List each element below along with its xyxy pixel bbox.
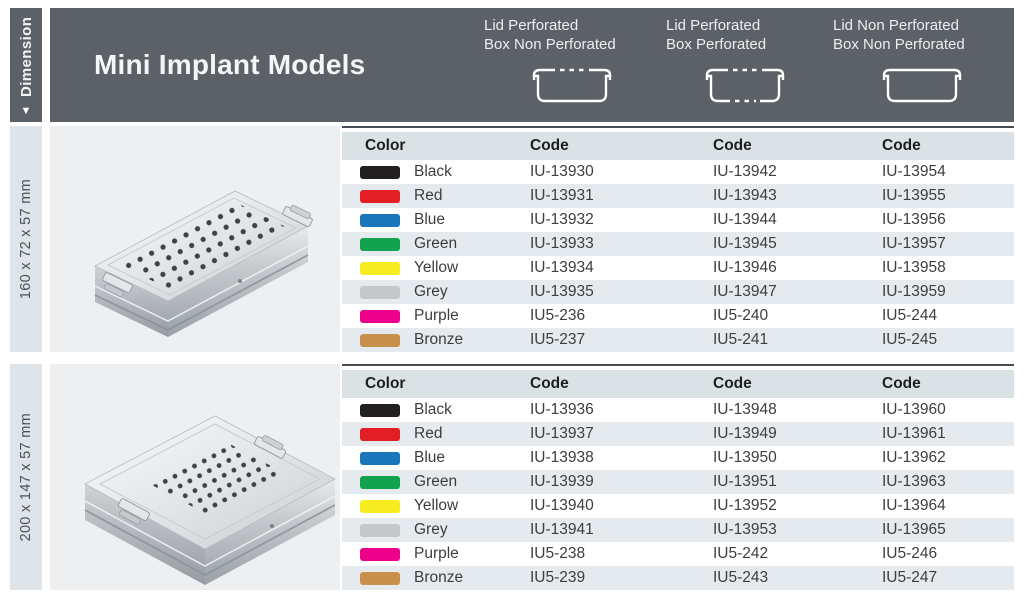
code-cell: IU-13941 xyxy=(530,521,594,538)
table-row xyxy=(342,566,1014,590)
dimension-strip xyxy=(10,364,42,590)
lid-perforated-box-non-perforated-icon xyxy=(524,61,620,107)
color-swatch xyxy=(360,238,400,251)
lid-non-perforated-box-non-perforated-icon xyxy=(874,61,970,107)
code-cell: IU-13930 xyxy=(530,163,594,180)
code-cell: IU-13965 xyxy=(882,521,946,538)
section-160x72x57 xyxy=(0,126,1024,352)
code-cell: IU-13953 xyxy=(713,521,777,538)
color-swatch xyxy=(360,500,400,513)
color-name: Purple xyxy=(414,545,459,562)
code-column-header: Code xyxy=(882,375,921,392)
color-cell xyxy=(360,521,530,539)
code-cell: IU5-246 xyxy=(882,545,938,562)
code-cell: IU-13955 xyxy=(882,187,946,204)
table-header-row xyxy=(342,370,1014,398)
code-column-header: Code xyxy=(530,137,569,154)
dimension-strip xyxy=(10,126,42,352)
table-row xyxy=(342,160,1014,184)
color-cell xyxy=(360,235,530,253)
column-header-line1: Lid Perforated xyxy=(666,17,761,34)
code-cell: IU-13931 xyxy=(530,187,594,204)
table-row xyxy=(342,328,1014,352)
code-cell: IU5-239 xyxy=(530,569,586,586)
header-bar xyxy=(50,8,1014,122)
code-cell: IU-13956 xyxy=(882,211,946,228)
code-cell: IU-13940 xyxy=(530,497,594,514)
color-cell xyxy=(360,569,530,587)
color-name: Red xyxy=(414,425,443,442)
code-cell: IU-13943 xyxy=(713,187,777,204)
table-row xyxy=(342,446,1014,470)
column-header-lid-non-perforated-box-non-perforated xyxy=(833,16,1011,107)
column-header-line2: Box Perforated xyxy=(666,36,767,53)
dimension-header-box xyxy=(10,8,42,122)
color-name: Yellow xyxy=(414,497,459,514)
code-cell: IU-13949 xyxy=(713,425,777,442)
color-swatch xyxy=(360,404,400,417)
code-cell: IU-13952 xyxy=(713,497,777,514)
table-row xyxy=(342,518,1014,542)
code-column-header: Code xyxy=(713,137,752,154)
color-swatch xyxy=(360,286,400,299)
code-cell: IU5-236 xyxy=(530,307,586,324)
codes-table-200 xyxy=(342,364,1014,590)
color-swatch xyxy=(360,428,400,441)
code-cell: IU-13954 xyxy=(882,163,946,180)
implant-box-200-image xyxy=(50,364,340,590)
table-row xyxy=(342,304,1014,328)
color-name: Black xyxy=(414,401,452,418)
color-name: Purple xyxy=(414,307,459,324)
code-column-header: Code xyxy=(882,137,921,154)
code-cell: IU-13944 xyxy=(713,211,777,228)
code-cell: IU5-242 xyxy=(713,545,769,562)
color-name: Black xyxy=(414,163,452,180)
color-name: Grey xyxy=(414,521,448,538)
column-header-lid-perforated-box-non-perforated xyxy=(484,16,659,107)
code-cell: IU-13947 xyxy=(713,283,777,300)
color-name: Blue xyxy=(414,449,446,466)
color-name: Grey xyxy=(414,283,448,300)
code-cell: IU5-247 xyxy=(882,569,938,586)
color-swatch xyxy=(360,452,400,465)
code-cell: IU-13950 xyxy=(713,449,777,466)
dimension-value: 200 x 147 x 57 mm xyxy=(18,412,34,542)
code-cell: IU-13964 xyxy=(882,497,946,514)
color-swatch xyxy=(360,334,400,347)
color-swatch xyxy=(360,190,400,203)
section-200x147x57 xyxy=(0,364,1024,590)
implant-box-160-image xyxy=(50,126,340,352)
table-row xyxy=(342,184,1014,208)
table-row xyxy=(342,398,1014,422)
column-header-line1: Lid Perforated xyxy=(484,17,579,34)
code-cell: IU-13957 xyxy=(882,235,946,252)
table-row xyxy=(342,470,1014,494)
code-cell: IU-13933 xyxy=(530,235,594,252)
color-swatch xyxy=(360,262,400,275)
color-cell xyxy=(360,449,530,467)
color-name: Green xyxy=(414,235,458,252)
code-cell: IU5-243 xyxy=(713,569,769,586)
code-cell: IU-13963 xyxy=(882,473,946,490)
color-cell xyxy=(360,307,530,325)
table-row xyxy=(342,494,1014,518)
code-cell: IU5-237 xyxy=(530,331,586,348)
code-cell: IU-13946 xyxy=(713,259,777,276)
code-cell: IU-13948 xyxy=(713,401,777,418)
color-cell xyxy=(360,331,530,349)
code-cell: IU-13937 xyxy=(530,425,594,442)
color-cell xyxy=(360,163,530,181)
page-title: Mini Implant Models xyxy=(94,49,366,80)
color-swatch xyxy=(360,524,400,537)
table-row xyxy=(342,208,1014,232)
code-column-header: Code xyxy=(530,375,569,392)
color-swatch xyxy=(360,166,400,179)
color-cell xyxy=(360,401,530,419)
color-name: Green xyxy=(414,473,458,490)
color-column-header: Color xyxy=(365,137,406,154)
table-header-row xyxy=(342,132,1014,160)
code-cell: IU-13932 xyxy=(530,211,594,228)
code-cell: IU-13951 xyxy=(713,473,777,490)
color-swatch xyxy=(360,214,400,227)
arrow-down-icon: ▼ xyxy=(20,105,32,117)
color-name: Blue xyxy=(414,211,446,228)
color-cell xyxy=(360,187,530,205)
code-cell: IU5-240 xyxy=(713,307,769,324)
column-header-line2: Box Non Perforated xyxy=(833,36,965,53)
color-name: Bronze xyxy=(414,569,464,586)
code-cell: IU-13958 xyxy=(882,259,946,276)
code-cell: IU-13942 xyxy=(713,163,777,180)
code-cell: IU5-238 xyxy=(530,545,586,562)
color-cell xyxy=(360,473,530,491)
color-name: Red xyxy=(414,187,443,204)
table-row xyxy=(342,232,1014,256)
color-cell xyxy=(360,545,530,563)
color-cell xyxy=(360,211,530,229)
dimension-value: 160 x 72 x 57 mm xyxy=(18,178,34,300)
color-cell xyxy=(360,497,530,515)
table-row xyxy=(342,542,1014,566)
code-cell: IU-13961 xyxy=(882,425,946,442)
code-cell: IU-13935 xyxy=(530,283,594,300)
column-header-lid-perforated-box-perforated xyxy=(666,16,824,107)
dimension-label: Dimension xyxy=(17,16,35,98)
code-cell: IU-13945 xyxy=(713,235,777,252)
product-image-panel xyxy=(50,364,340,590)
color-swatch xyxy=(360,310,400,323)
code-column-header: Code xyxy=(713,375,752,392)
color-swatch xyxy=(360,572,400,585)
color-column-header: Color xyxy=(365,375,406,392)
column-header-line2: Box Non Perforated xyxy=(484,36,616,53)
column-header-line1: Lid Non Perforated xyxy=(833,17,959,34)
code-cell: IU-13962 xyxy=(882,449,946,466)
color-cell xyxy=(360,425,530,443)
code-cell: IU-13936 xyxy=(530,401,594,418)
color-name: Bronze xyxy=(414,331,464,348)
color-swatch xyxy=(360,548,400,561)
lid-perforated-box-perforated-icon xyxy=(697,61,793,107)
code-cell: IU-13960 xyxy=(882,401,946,418)
code-cell: IU-13959 xyxy=(882,283,946,300)
color-name: Yellow xyxy=(414,259,459,276)
codes-table-160 xyxy=(342,126,1014,352)
code-cell: IU5-241 xyxy=(713,331,769,348)
color-swatch xyxy=(360,476,400,489)
code-cell: IU5-244 xyxy=(882,307,938,324)
code-cell: IU5-245 xyxy=(882,331,938,348)
code-cell: IU-13934 xyxy=(530,259,594,276)
color-cell xyxy=(360,283,530,301)
code-cell: IU-13938 xyxy=(530,449,594,466)
color-cell xyxy=(360,259,530,277)
table-row xyxy=(342,280,1014,304)
product-image-panel xyxy=(50,126,340,352)
code-cell: IU-13939 xyxy=(530,473,594,490)
table-row xyxy=(342,422,1014,446)
table-row xyxy=(342,256,1014,280)
